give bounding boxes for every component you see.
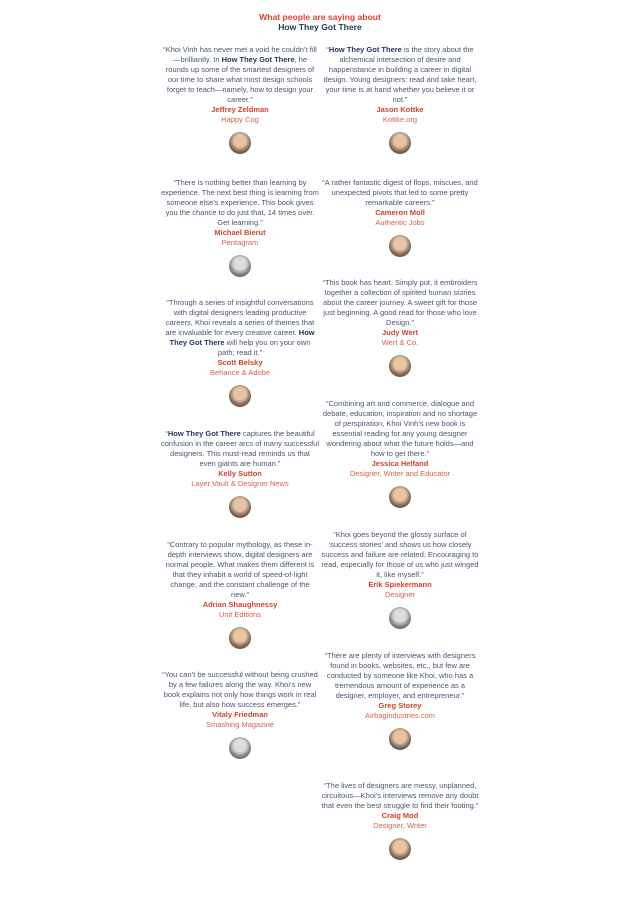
author-avatar	[389, 132, 411, 154]
author-avatar	[389, 235, 411, 257]
author-name: Vitaly Friedman	[212, 710, 268, 719]
author-avatar	[389, 355, 411, 377]
quote-text: “Combining art and commerce, dialogue and debate, education, inspiration and no shortage of perspiration, Khoi Vinh’s new book is essential reading for any young designer wondering about what the future holds—and how to get there.”	[322, 399, 478, 458]
quote-text: “This book has heart. Simply put, it embroiders together a collection of spirited human stories about the career journey. A sweet gift for those just beginning. A good read for those who love Design.”	[322, 278, 478, 327]
author-organization: Kottke.org	[382, 115, 418, 124]
testimonial-card	[161, 178, 319, 277]
testimonial-quote	[321, 399, 479, 459]
author-name: Judy Wert	[381, 328, 419, 337]
author-name: Erik Spiekermann	[368, 580, 432, 589]
author-name: Craig Mod	[381, 811, 419, 820]
quote-text: is the story about the alchemical intersection of desire and happenstance in building a career in digital design. Young designers: read and take heart, your time is at hand whether you believe it or not.”	[323, 45, 477, 104]
testimonial-card	[161, 298, 319, 407]
author-avatar	[389, 486, 411, 508]
author-avatar	[229, 132, 251, 154]
testimonial-card	[321, 278, 479, 377]
testimonial-quote	[161, 540, 319, 600]
testimonial-quote	[161, 670, 319, 710]
testimonial-card	[161, 429, 319, 518]
heading-line-1: What people are saying about	[259, 12, 381, 22]
testimonial-card	[321, 781, 479, 860]
quote-text: “Contrary to popular mythology, as these in-depth interviews show, digital designers are normal people. What makes them different is that they inhabit a world of speed-of-light change, and the constant challenge of the new.”	[165, 540, 315, 599]
testimonial-quote	[321, 45, 479, 105]
testimonial-quote	[321, 781, 479, 811]
author-organization: Designer, Writer	[373, 821, 427, 830]
testimonial-card	[321, 399, 479, 508]
testimonial-quote	[161, 178, 319, 228]
author-organization: Wert & Co.	[381, 338, 419, 347]
quote-text: “Khoi goes beyond the glossy surface of ‘success stories’ and shows us how closely success and failure are related. Encouraging to read, especially for those of us who just winged it, like myself.”	[321, 530, 479, 579]
quote-text: “There are plenty of interviews with designers found in books, websites, etc., but few are conducted by someone like Khoi, who has a tremendous amount of experience as a designer, employer, and entrepreneur.”	[324, 651, 476, 700]
book-title-emphasis: How They Got There	[328, 45, 402, 54]
author-organization: Designer, Writer and Educator	[349, 469, 451, 478]
author-avatar	[229, 627, 251, 649]
author-organization: Behance & Adobe	[209, 368, 271, 377]
author-organization: Layer Vault & Designer News	[191, 479, 289, 488]
author-avatar	[229, 385, 251, 407]
author-name: Michael Bierut	[214, 228, 266, 237]
author-organization: Smashing Magazine	[206, 720, 274, 729]
author-name: Cameron Moll	[375, 208, 425, 217]
author-avatar	[229, 255, 251, 277]
author-organization: Designer	[384, 590, 415, 599]
testimonial-quote	[321, 651, 479, 701]
testimonial-quote	[321, 178, 479, 208]
quote-text: “There is nothing better than learning by experience. The next best thing is learning from someone else’s experience. This book gives you the chance to do just that, 14 times over. Get learning.”	[161, 178, 319, 227]
quote-text: captures the beautiful confusion in the career arcs of many successful designers. This must-read reminds us that even giants are human.”	[161, 429, 319, 468]
quote-text: will help you on your own path; read it.”	[217, 338, 311, 357]
author-organization: Airbagindustries.com	[364, 711, 436, 720]
quote-text: “The lives of designers are messy, unplanned, circuitous—Khoi’s interviews remove any doubt that even the best struggle to find their footing.”	[321, 781, 479, 810]
heading-book-title: How They Got There	[278, 22, 362, 32]
author-name: Jason Kottke	[376, 105, 424, 114]
testimonial-card	[161, 540, 319, 649]
author-organization: Authentic Jobs	[375, 218, 425, 227]
author-name: Jessica Helfand	[371, 459, 429, 468]
quote-text: “Through a series of insightful conversations with digital designers leading productive careers, Khoi reveals a series of themes that are invaluable for every creative career.	[165, 298, 315, 337]
testimonial-card	[321, 530, 479, 629]
testimonial-card	[321, 651, 479, 750]
quote-text: “	[165, 429, 168, 438]
testimonial-quote	[161, 298, 319, 358]
author-name: Jeffrey Zeldman	[211, 105, 269, 114]
author-organization: Pentagram	[221, 238, 259, 247]
testimonial-quote	[321, 530, 479, 580]
quote-text: , he rounds up some of the smartest designers of our time to share what most design schools forget to teach—namely, how to design your career.”	[165, 55, 315, 104]
author-name: Kelly Sutton	[218, 469, 262, 478]
testimonial-quote	[161, 45, 319, 105]
author-organization: Unit Editions	[218, 610, 262, 619]
testimonial-card	[321, 45, 479, 154]
book-title-emphasis: How They Got There	[167, 429, 241, 438]
testimonial-card	[161, 670, 319, 759]
quote-text: “	[326, 45, 329, 54]
author-name: Adrian Shaughnessy	[202, 600, 278, 609]
book-title-emphasis: How They Got There	[169, 328, 315, 347]
testimonial-card	[161, 45, 319, 154]
quote-text: “Khoi Vinh has never met a void he couldn’t fill—brilliantly. In	[163, 45, 317, 64]
author-avatar	[229, 496, 251, 518]
author-name: Scott Belsky	[217, 358, 263, 367]
book-title-emphasis: How They Got There	[221, 55, 295, 64]
section-heading	[0, 12, 640, 32]
author-avatar	[389, 838, 411, 860]
quote-text: “A rather fantastic digest of flops, miscues, and unexpected pivots that led to some pretty remarkable careers.”	[322, 178, 478, 207]
author-avatar	[229, 737, 251, 759]
testimonial-card	[321, 178, 479, 257]
author-avatar	[389, 607, 411, 629]
testimonial-quote	[161, 429, 319, 469]
author-avatar	[389, 728, 411, 750]
author-name: Greg Storey	[378, 701, 422, 710]
quote-text: “You can’t be successful without being crushed by a few failures along the way. Khoi’s new book explains not only how things work in real life, but also how success emerges.”	[162, 670, 318, 709]
testimonial-quote	[321, 278, 479, 328]
author-organization: Happy Cog	[221, 115, 259, 124]
